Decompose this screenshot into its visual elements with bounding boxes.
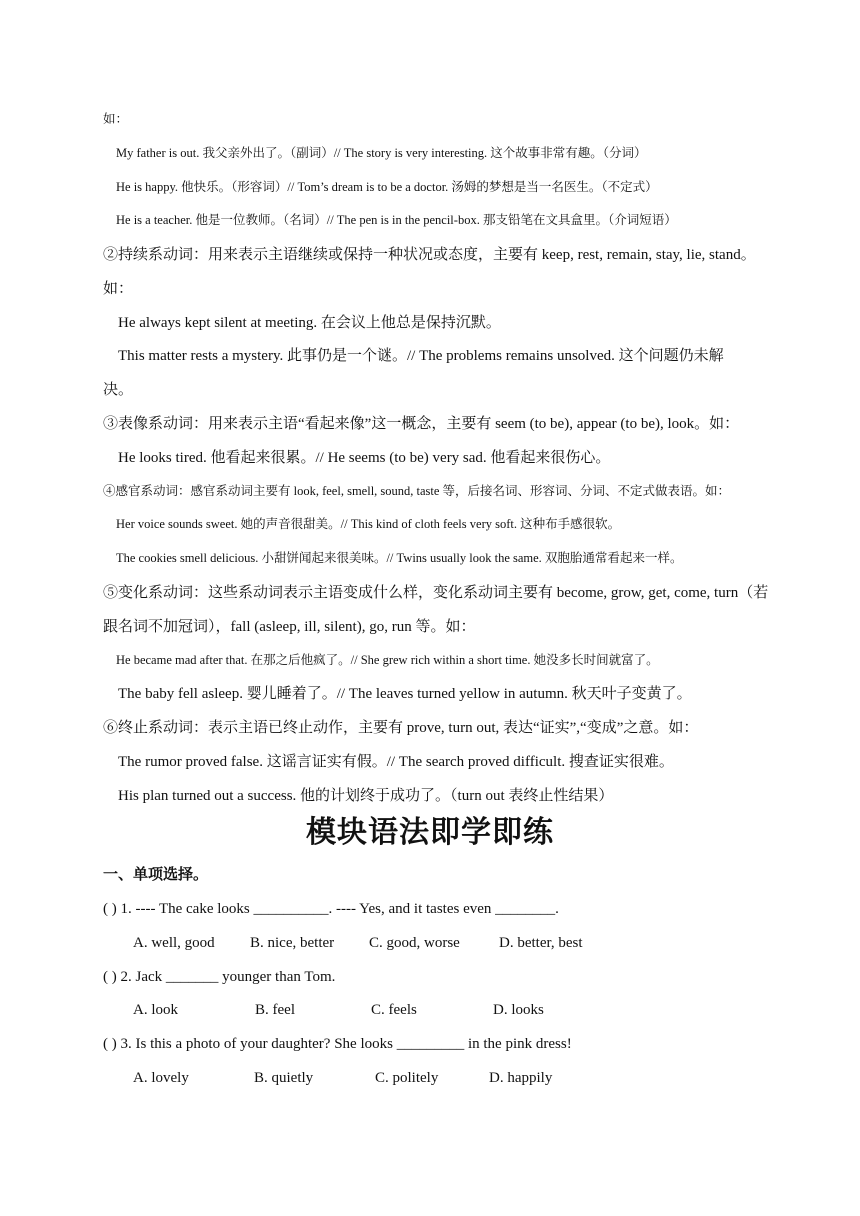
note-line: His plan turned out a success. 他的计划终于成功了。（turn out 表终止性结果）: [118, 788, 614, 804]
section-label: 一、单项选择。: [103, 867, 209, 883]
note-line: ④感官系动词：感官系动词主要有 look, feel, smell, sound, taste 等，后接名词、形容词、分词、不定式做表语。如：: [103, 484, 731, 498]
question-stem: ( ) 1. ---- The cake looks __________. ---- Yes, and it tastes even ________.: [103, 901, 559, 917]
note-line: 决。: [103, 382, 134, 398]
option-c: C. politely: [375, 1070, 439, 1086]
note-line: The rumor proved false. 这谣言证实有假。// The search proved difficult. 搜查证实很难。: [118, 754, 674, 770]
note-line: 如：: [103, 112, 129, 126]
note-line: This matter rests a mystery. 此事仍是一个谜。// The problems remains unsolved. 这个问题仍未解: [118, 348, 724, 364]
note-line: My father is out. 我父亲外出了。（副词）// The story is very interesting. 这个故事非常有趣。（分词）: [116, 146, 647, 160]
option-b: B. feel: [255, 1002, 295, 1018]
note-line: ⑥终止系动词：表示主语已终止动作，主要有 prove, turn out, 表达“证实”,“变成”之意。如：: [103, 720, 699, 736]
note-line: Her voice sounds sweet. 她的声音很甜美。// This kind of cloth feels very soft. 这种布手感很软。: [116, 517, 621, 531]
question-stem: ( ) 2. Jack _______ younger than Tom.: [103, 969, 336, 985]
note-line: He became mad after that. 在那之后他疯了。// She grew rich within a short time. 她没多长时间就富了。: [116, 653, 659, 667]
option-b: B. quietly: [254, 1070, 314, 1086]
option-a: A. look: [133, 1002, 178, 1018]
option-a: A. lovely: [133, 1070, 189, 1086]
note-line: 如：: [103, 281, 134, 297]
note-line: He is a teacher. 他是一位教师。（名词）// The pen is in the pencil-box. 那支铅笔在文具盒里。（介词短语）: [116, 213, 677, 227]
option-d: D. looks: [493, 1002, 544, 1018]
option-a: A. well, good: [133, 935, 215, 951]
note-line: He always kept silent at meeting. 在会议上他总是保持沉默。: [118, 315, 501, 331]
option-d: D. happily: [489, 1070, 553, 1086]
option-b: B. nice, better: [250, 935, 335, 951]
note-line: He is happy. 他快乐。（形容词）// Tom’s dream is to be a doctor. 汤姆的梦想是当一名医生。（不定式）: [116, 180, 658, 194]
note-line: 跟名词不加冠词），fall (asleep, ill, silent), go, run 等。如：: [103, 619, 476, 635]
note-line: He looks tired. 他看起来很累。// He seems (to be) very sad. 他看起来很伤心。: [118, 450, 611, 466]
note-line: The cookies smell delicious. 小甜饼闻起来很美味。// Twins usually look the same. 双胞胎通常看起来一样。: [116, 551, 683, 565]
note-line: ③表像系动词：用来表示主语“看起来像”这一概念，主要有 seem (to be), appear (to be), look。如：: [103, 416, 740, 432]
exercise-title: 模块语法即学即练: [306, 816, 554, 849]
option-c: C. feels: [371, 1002, 417, 1018]
note-line: ②持续系动词：用来表示主语继续或保持一种状况或态度，主要有 keep, rest, remain, stay, lie, stand。: [103, 247, 756, 263]
option-d: D. better, best: [499, 935, 583, 951]
note-line: ⑤变化系动词：这些系动词表示主语变成什么样，变化系动词主要有 become, grow, get, come, turn（若: [103, 585, 769, 601]
note-line: The baby fell asleep. 婴儿睡着了。// The leaves turned yellow in autumn. 秋天叶子变黄了。: [118, 686, 692, 702]
option-c: C. good, worse: [369, 935, 460, 951]
question-stem: ( ) 3. Is this a photo of your daughter? She looks _________ in the pink dress!: [103, 1036, 572, 1052]
